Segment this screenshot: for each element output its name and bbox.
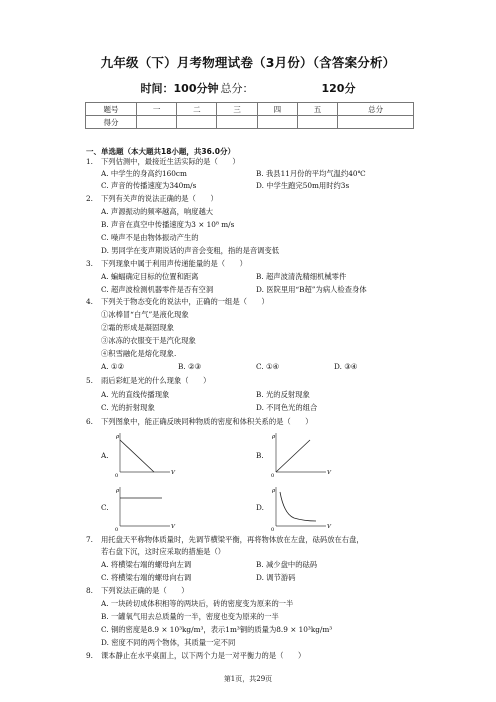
score-cell[interactable] <box>217 116 257 129</box>
option-b: B. 一罐氧气用去总质量的一半，密度也变为原来的一半 <box>101 612 279 621</box>
question-text: 下列估测中，最接近生活实际的是（ ） <box>101 157 240 166</box>
option-b: B. 光的反射现象 <box>256 390 310 399</box>
option-c: C. 将横梁右端的螺母向右调 <box>101 573 192 582</box>
question-text: 下列有关声的说法正确的是（ ） <box>101 194 218 203</box>
axis-y-label: ρ <box>116 488 120 494</box>
graph-d-curve <box>268 484 348 534</box>
graph-c-constant <box>112 484 192 534</box>
option-d: D. ③④ <box>334 362 358 371</box>
question-text: 下列说法正确的是（ ） <box>101 586 189 595</box>
origin-label: 0 <box>271 473 275 479</box>
option-a: A. 一块砖切成体积相等的两块后，砖的密度变为原来的一半 <box>101 599 294 608</box>
graph-a-decreasing <box>112 430 192 480</box>
time-value: 100分钟 <box>173 82 219 95</box>
origin-label: 0 <box>115 473 119 479</box>
origin-label: 0 <box>115 527 119 533</box>
graph-b-increasing <box>268 430 348 480</box>
score-header-cell: 三 <box>217 103 257 116</box>
option-a: A. 光的直线传播现象 <box>101 390 170 399</box>
axis-y-label: ρ <box>116 434 120 440</box>
option-a: A. ①② <box>101 362 124 371</box>
origin-label: 0 <box>271 527 275 533</box>
option-b: B. 减少盘中的砝码 <box>256 560 318 569</box>
score-cell[interactable] <box>177 116 217 129</box>
question-3: 3. 下列现象中属于利用声传递能量的是（ ） <box>86 259 247 268</box>
exam-meta <box>0 80 496 96</box>
total-value: 120分 <box>321 82 356 95</box>
statement-item: ③冰冻的衣服变干是汽化现象 <box>101 336 196 345</box>
axis-x-label: V <box>327 524 331 530</box>
axis-x-label: V <box>171 470 175 476</box>
question-9: 9. 课本静止在水平桌面上，以下两个力是一对平衡力的是（ ） <box>86 651 306 660</box>
option-d: D. 男同学在变声期说话的声音会变粗，指的是音调变低 <box>101 246 280 255</box>
time-label: 时间： <box>140 82 174 95</box>
option-a: A. <box>101 451 109 460</box>
option-a: A. 声源振动的频率越高，响度越大 <box>101 207 214 216</box>
question-text: 下列关于物态变化的说法中，正确的一组是（ ） <box>101 297 269 306</box>
axis-x-label: V <box>171 524 175 530</box>
option-b: B. 超声波清洗精细机械零件 <box>256 272 347 281</box>
score-row-label: 得分 <box>86 116 137 129</box>
score-table <box>85 102 414 129</box>
option-d: D. 中学生跑完50m用时约3s <box>256 181 350 190</box>
question-8: 8. 下列说法正确的是（ ） <box>86 586 189 595</box>
option-c: C. ①④ <box>256 362 280 371</box>
question-5: 5. 雨后彩虹是光的什么现象（ ） <box>86 376 211 385</box>
option-a: A. 蝙蝠确定目标的位置和距离 <box>101 272 199 281</box>
page-footer: 第1页，共29页 <box>223 675 273 683</box>
option-b: B. ②③ <box>178 362 202 371</box>
statement-item: ②霜的形成是凝固现象 <box>101 323 174 332</box>
option-d: D. 调节游码 <box>256 573 296 582</box>
question-text: 下列现象中属于利用声传递能量的是（ ） <box>101 259 247 268</box>
score-cell[interactable] <box>297 116 337 129</box>
statement-item: ①冰棒冒“白气”是液化现象 <box>101 310 189 319</box>
option-c: C. 光的折射现象 <box>101 403 155 412</box>
option-a: A. 将横梁右端的螺母向左调 <box>101 560 192 569</box>
question-text: 课本静止在水平桌面上，以下两个力是一对平衡力的是（ ） <box>101 651 306 660</box>
total-label: 总分： <box>220 82 254 95</box>
option-a: A. 中学生的身高约160cm <box>101 169 187 178</box>
score-cell[interactable] <box>338 116 414 129</box>
page-title: 九年级（下）月考物理试卷（3月份）（含答案分析） <box>100 55 396 70</box>
score-table-header-row <box>86 103 414 116</box>
question-6: 6. 下列图象中，能正确反映同种物质的密度和体积关系的是（ ） <box>86 417 313 426</box>
score-header-cell: 四 <box>257 103 297 116</box>
score-table-score-row <box>86 116 414 129</box>
option-d: D. <box>256 503 264 512</box>
question-text: 下列图象中，能正确反映同种物质的密度和体积关系的是（ ） <box>101 417 313 426</box>
question-4: 4. 下列关于物态变化的说法中，正确的一组是（ ） <box>86 297 269 306</box>
option-c: C. 声音的传播速度为340m/s <box>101 181 197 190</box>
option-c: C. 超声波检测机器零件是否有空洞 <box>101 285 214 294</box>
section-heading: 一、单选题（本大题共18小题，共36.0分） <box>86 147 235 156</box>
option-b: B. 声音在真空中传播速度为3 × 10⁸ m/s <box>101 220 235 229</box>
score-header-cell: 总分 <box>338 103 414 116</box>
option-b: B. 我县11月份的平均气温约40℃ <box>256 169 366 178</box>
option-c: C. <box>101 503 109 512</box>
question-2: 2. 下列有关声的说法正确的是（ ） <box>86 194 218 203</box>
question-text-cont: 若右盘下沉，这时应采取的措施是（） <box>101 547 226 556</box>
score-header-cell: 一 <box>137 103 177 116</box>
axis-y-label: ρ <box>272 488 276 494</box>
option-c: C. 噪声不是由物体振动产生的 <box>101 233 199 242</box>
score-cell[interactable] <box>137 116 177 129</box>
question-7: 7. 用托盘天平称物体质量时，先调节横梁平衡，再将物体放在左盘，砝码放在右盘， <box>86 535 364 544</box>
option-d: D. 不同色光的组合 <box>256 403 318 412</box>
score-header-cell: 题号 <box>86 103 137 116</box>
option-d: D. 医院里用“B超”为病人检查身体 <box>256 285 367 294</box>
question-1: 1. 下列估测中，最接近生活实际的是（ ） <box>86 157 240 166</box>
score-cell[interactable] <box>257 116 297 129</box>
question-text: 雨后彩虹是光的什么现象（ ） <box>101 376 211 385</box>
axis-x-label: V <box>327 470 331 476</box>
axis-y-label: ρ <box>272 434 276 440</box>
question-text: 用托盘天平称物体质量时，先调节横梁平衡，再将物体放在左盘，砝码放在右盘， <box>101 535 364 544</box>
statement-item: ④积雪融化是熔化现象. <box>101 349 177 358</box>
option-c: C. 铜的密度是8.9 × 10³kg/m³，表示1m³铜的质量为8.9 × 10³kg/m³ <box>101 625 333 634</box>
score-header-cell: 五 <box>297 103 337 116</box>
score-header-cell: 二 <box>177 103 217 116</box>
option-b: B. <box>256 451 264 460</box>
option-d: D. 密度不同的两个物体，其质量一定不同 <box>101 638 236 647</box>
